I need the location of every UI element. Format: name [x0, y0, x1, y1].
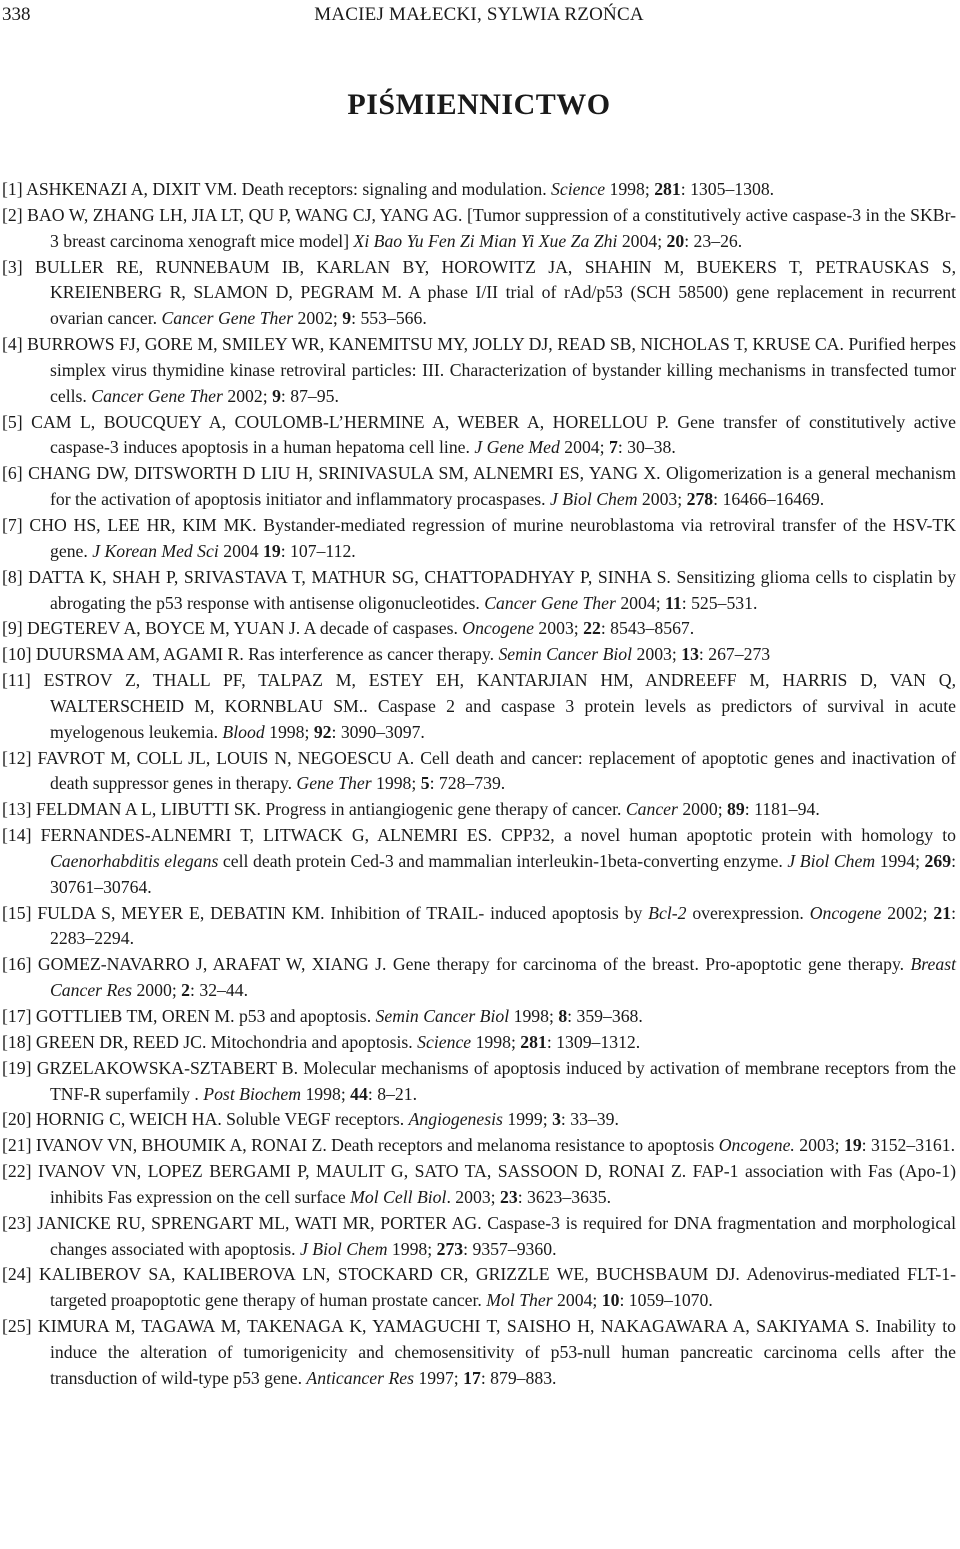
- reference-item: [2, 901, 956, 953]
- volume-number: 7: [608, 437, 618, 458]
- reference-text: : 1181–94.: [744, 799, 820, 820]
- journal-name: J Biol Chem: [300, 1238, 388, 1259]
- reference-text: : 30–38.: [617, 437, 676, 458]
- journal-name: Semin Cancer Biol: [498, 644, 633, 665]
- volume-number: 17: [463, 1367, 481, 1388]
- reference-text: [10] DUURSMA AM, AGAMI R. Ras interference as cancer therapy.: [2, 644, 499, 665]
- volume-number: 3: [552, 1109, 561, 1130]
- reference-text: cell death protein Ced-3 and mammalian interleukin-1beta-converting enzyme.: [218, 850, 788, 871]
- reference-item: [2, 255, 956, 333]
- reference-item: [2, 1133, 956, 1159]
- reference-item: [2, 1314, 956, 1392]
- volume-number: 281: [520, 1031, 547, 1052]
- journal-name: Mol Cell Biol: [350, 1186, 447, 1207]
- reference-text: [22] IVANOV VN, LOPEZ BERGAMI P, MAULIT G, SATO TA, SASSOON D, RONAI Z. FAP-1 association with Fas (Apo-1) inhibits Fas expression on the cell surface: [2, 1161, 956, 1207]
- reference-text: : 9357–9360.: [463, 1238, 557, 1259]
- reference-item: [2, 1056, 956, 1108]
- journal-name: Cancer Gene Ther: [91, 385, 223, 406]
- reference-text: [5] CAM L, BOUCQUEY A, COULOMB-L’HERMINE A, WEBER A, HORELLOU P. Gene transfer of constitutively active caspase-3 induces apoptosis in a human hepatoma cell line.: [2, 411, 956, 458]
- reference-text: : 2283–2294.: [50, 902, 957, 949]
- reference-text: 2003;: [632, 644, 682, 665]
- volume-number: 5: [420, 773, 430, 794]
- reference-text: 1998;: [605, 179, 655, 199]
- volume-number: 10: [601, 1290, 620, 1311]
- reference-text: : 3090–3097.: [331, 721, 425, 742]
- journal-name: Semin Cancer Biol: [375, 1006, 510, 1026]
- reference-text: : 8–21.: [367, 1083, 417, 1104]
- reference-text: [16] GOMEZ-NAVARRO J, ARAFAT W, XIANG J. Gene therapy for carcinoma of the breast. Pro-apoptotic gene therapy.: [2, 954, 911, 975]
- reference-text: [3] BULLER RE, RUNNEBAUM IB, KARLAN BY, HOROWITZ JA, SHAHIN M, BUEKERS T, PETRAUSKAS S, KREIENBERG R, SLAMON D, PEGRAM M. A phase I/II trial of rAd/p53 (SCH 58500) gene replacement in recurrent ovarian cancer.: [2, 256, 956, 329]
- reference-text: : 1059–1070.: [619, 1290, 713, 1311]
- journal-name: Mol Ther: [486, 1290, 553, 1311]
- reference-text: [24] KALIBEROV SA, KALIBEROVA LN, STOCKARD CR, GRIZZLE WE, BUCHSBAUM DJ. Adenovirus-mediated FLT-1-targeted proapoptotic gene therapy of human prostate cancer.: [2, 1264, 956, 1311]
- volume-number: 89: [727, 799, 745, 820]
- reference-text: [14] FERNANDES-ALNEMRI T, LITWACK G, ALNEMRI ES. CPP32, a novel human apoptotic protein with homology to: [2, 825, 956, 846]
- volume-number: 44: [350, 1083, 368, 1104]
- reference-text: 2004;: [559, 437, 609, 458]
- reference-text: : 87–95.: [280, 385, 339, 406]
- journal-name: Cancer Gene Ther: [484, 592, 616, 613]
- journal-name: Bcl-2: [648, 902, 687, 923]
- reference-text: 1999;: [502, 1109, 553, 1130]
- reference-text: [7] CHO HS, LEE HR, KIM MK. Bystander-mediated regression of murine neuroblastoma via retroviral transfer of the HSV-TK gene.: [2, 514, 956, 561]
- reference-text: 2004: [218, 540, 264, 561]
- reference-text: : 267–273: [698, 644, 771, 665]
- reference-text: : 33–39.: [560, 1109, 619, 1130]
- reference-item: [2, 565, 956, 617]
- reference-text: 1998;: [509, 1006, 559, 1026]
- reference-item: [2, 616, 956, 642]
- volume-number: 2: [181, 980, 191, 1001]
- journal-name: Angiogenesis: [408, 1109, 503, 1130]
- journal-name: Anticancer Res: [306, 1367, 414, 1388]
- reference-item: [2, 332, 956, 410]
- reference-item: [2, 823, 956, 901]
- reference-text: 2003;: [637, 489, 687, 510]
- volume-number: 8: [558, 1006, 568, 1026]
- volume-number: 9: [272, 385, 281, 406]
- journal-name: Xi Bao Yu Fen Zi Mian Yi Xue Za Zhi: [353, 230, 618, 251]
- journal-name: Cancer Gene Ther: [161, 308, 294, 329]
- reference-item: [2, 1211, 956, 1263]
- volume-number: 269: [924, 850, 952, 871]
- reference-text: [1] ASHKENAZI A, DIXIT VM. Death receptors: signaling and modulation.: [2, 179, 552, 199]
- reference-text: 2004;: [552, 1290, 602, 1311]
- volume-number: 20: [666, 230, 685, 251]
- journal-name: Post Biochem: [203, 1083, 302, 1104]
- reference-text: : 1309–1312.: [546, 1031, 641, 1052]
- reference-text: [21] IVANOV VN, BHOUMIK A, RONAI Z. Death receptors and melanoma resistance to apoptosis: [2, 1135, 719, 1156]
- reference-text: 2000;: [677, 799, 728, 820]
- reference-item: [2, 642, 956, 668]
- reference-item: [2, 668, 956, 746]
- reference-text: 1998;: [471, 1031, 521, 1052]
- reference-item: [2, 177, 956, 203]
- reference-text: [13] FELDMAN A L, LIBUTTI SK. Progress in antiangiogenic gene therapy of cancer.: [2, 799, 626, 820]
- reference-text: 2003;: [794, 1135, 844, 1156]
- reference-text: 2002;: [881, 902, 934, 923]
- reference-item: [2, 203, 956, 255]
- volume-number: 281: [654, 179, 681, 199]
- reference-text: [25] KIMURA M, TAGAWA M, TAKENAGA K, YAMAGUCHI T, SAISHO H, NAKAGAWARA A, SAKIYAMA S. Inability to induce the alteration of tumorigenicity and chemosensitivity of p53-null human pancreatic carcinoma cells after the transduction of wild-type p53 gene.: [2, 1316, 956, 1388]
- reference-text: 1998;: [371, 773, 421, 794]
- reference-text: 2002;: [222, 385, 273, 406]
- reference-item: [2, 513, 956, 565]
- reference-text: 2000;: [132, 980, 182, 1001]
- volume-number: 22: [583, 618, 601, 639]
- reference-item: [2, 410, 956, 462]
- reference-text: : 3152–3161.: [861, 1135, 956, 1156]
- reference-text: 2002;: [293, 308, 343, 329]
- reference-text: : 8543–8567.: [600, 618, 695, 639]
- volume-number: 21: [933, 902, 952, 923]
- reference-text: : 359–368.: [567, 1006, 643, 1026]
- journal-name: Science: [417, 1031, 472, 1052]
- volume-number: 23: [500, 1186, 518, 1207]
- reference-text: : 728–739.: [429, 773, 506, 794]
- reference-text: [12] FAVROT M, COLL JL, LOUIS N, NEGOESCU A. Cell death and cancer: replacement of apoptotic genes and inactivation of death suppressor genes in therapy.: [2, 747, 956, 794]
- reference-item: [2, 797, 956, 823]
- journal-name: J Gene Med: [474, 437, 560, 458]
- reference-text: [20] HORNIG C, WEICH HA. Soluble VEGF receptors.: [2, 1109, 409, 1130]
- volume-number: 13: [681, 644, 699, 665]
- reference-item: [2, 461, 956, 513]
- reference-item: [2, 1262, 956, 1314]
- running-head: [2, 4, 956, 32]
- volume-number: 19: [263, 540, 281, 561]
- reference-text: 1997;: [413, 1367, 464, 1388]
- volume-number: 278: [686, 489, 714, 510]
- reference-text: [4] BURROWS FJ, GORE M, SMILEY WR, KANEMITSU MY, JOLLY DJ, READ SB, NICHOLAS T, KRUSE CA. Purified herpes simplex virus thymidine kinase retroviral particles: III. Characterization of bystander killing mechanisms in transfected tumor cells.: [2, 334, 956, 406]
- reference-text: [9] DEGTEREV A, BOYCE M, YUAN J. A decade of caspases.: [2, 618, 463, 639]
- reference-text: 2004;: [617, 230, 667, 251]
- reference-text: : 32–44.: [190, 980, 248, 1001]
- journal-name: Oncogene: [809, 902, 882, 923]
- reference-text: : 30761–30764.: [50, 850, 956, 897]
- reference-text: [6] CHANG DW, DITSWORTH D LIU H, SRINIVASULA SM, ALNEMRI ES, YANG X. Oligomerization is a general mechanism for the activation of apoptosis initiator and inflammatory procaspases.: [2, 463, 956, 510]
- volume-number: 273: [436, 1238, 464, 1259]
- running-head-authors: MACIEJ MAŁECKI, SYLWIA RZOŃCA: [314, 4, 644, 25]
- reference-item: [2, 1030, 956, 1056]
- reference-item: [2, 952, 956, 1004]
- reference-text: 1998;: [301, 1083, 351, 1104]
- reference-list: [2, 177, 956, 1392]
- reference-item: [2, 1107, 956, 1133]
- reference-text: : 525–531.: [681, 592, 758, 613]
- journal-name: Caenorhabditis elegans: [50, 850, 219, 871]
- reference-text: 1998;: [387, 1238, 437, 1259]
- reference-text: : 1305–1308.: [680, 179, 775, 199]
- journal-name: Breast Cancer Res: [50, 954, 956, 1001]
- reference-text: [2] BAO W, ZHANG LH, JIA LT, QU P, WANG CJ, YANG AG. [Tumor suppression of a constitutively active caspase-3 in the SKBr-3 breast carcinoma xenograft mice model]: [2, 204, 956, 251]
- volume-number: 9: [342, 308, 352, 329]
- reference-text: 1998;: [264, 721, 314, 742]
- reference-item: [2, 1004, 956, 1030]
- reference-text: : 879–883.: [480, 1367, 557, 1388]
- volume-number: 11: [665, 592, 682, 613]
- reference-text: : 107–112.: [280, 540, 356, 561]
- reference-text: : 16466–16469.: [713, 489, 825, 510]
- reference-text: [11] ESTROV Z, THALL PF, TALPAZ M, ESTEY EH, KANTARJIAN HM, ANDREEFF M, HARRIS D, VAN Q, WALTERSCHEID M, KORNBLAU SM.. Caspase 2 and caspase 3 protein levels as predictors of survival in acute myelogenous leukemia.: [2, 670, 956, 742]
- journal-name: Oncogene: [462, 618, 534, 639]
- volume-number: 19: [843, 1135, 862, 1156]
- journal-name: Blood: [222, 721, 265, 742]
- reference-text: 1994;: [875, 850, 925, 871]
- journal-name: Cancer: [625, 799, 678, 820]
- reference-item: [2, 746, 956, 798]
- section-title: PIŚMIENNICTWO: [347, 88, 611, 121]
- reference-item: [2, 1159, 956, 1211]
- reference-text: . 2003;: [446, 1186, 500, 1207]
- journal-name: J Biol Chem: [787, 850, 876, 871]
- reference-text: [15] FULDA S, MEYER E, DEBATIN KM. Inhibition of TRAIL- induced apoptosis by: [2, 902, 649, 923]
- journal-name: J Korean Med Sci: [92, 540, 219, 561]
- reference-text: : 3623–3635.: [517, 1186, 612, 1207]
- journal-name: J Biol Chem: [550, 489, 638, 510]
- reference-text: [19] GRZELAKOWSKA-SZTABERT B. Molecular mechanisms of apoptosis induced by activation of membrane receptors from the TNF-R superfamily .: [2, 1057, 956, 1104]
- reference-text: overexpression.: [686, 902, 810, 923]
- reference-text: 2003;: [534, 618, 584, 639]
- reference-text: [17] GOTTLIEB TM, OREN M. p53 and apoptosis.: [2, 1006, 376, 1026]
- journal-name: Oncogene.: [718, 1135, 795, 1156]
- reference-text: [18] GREEN DR, REED JC. Mitochondria and apoptosis.: [2, 1031, 418, 1052]
- reference-text: [23] JANICKE RU, SPRENGART ML, WATI MR, PORTER AG. Caspase-3 is required for DNA fragmentation and morphological changes associated with apoptosis.: [2, 1212, 956, 1259]
- journal-name: Science: [551, 179, 606, 199]
- reference-text: : 553–566.: [351, 308, 427, 329]
- reference-text: : 23–26.: [684, 230, 743, 251]
- reference-text: 2004;: [615, 592, 666, 613]
- journal-name: Gene Ther: [296, 773, 372, 794]
- reference-text: [8] DATTA K, SHAH P, SRIVASTAVA T, MATHUR SG, CHATTOPADHYAY P, SINHA S. Sensitizing glioma cells to cisplatin by abrogating the p53 response with antisense oligonucleotides.: [2, 566, 956, 613]
- page-number: 338: [2, 4, 31, 25]
- volume-number: 92: [313, 721, 332, 742]
